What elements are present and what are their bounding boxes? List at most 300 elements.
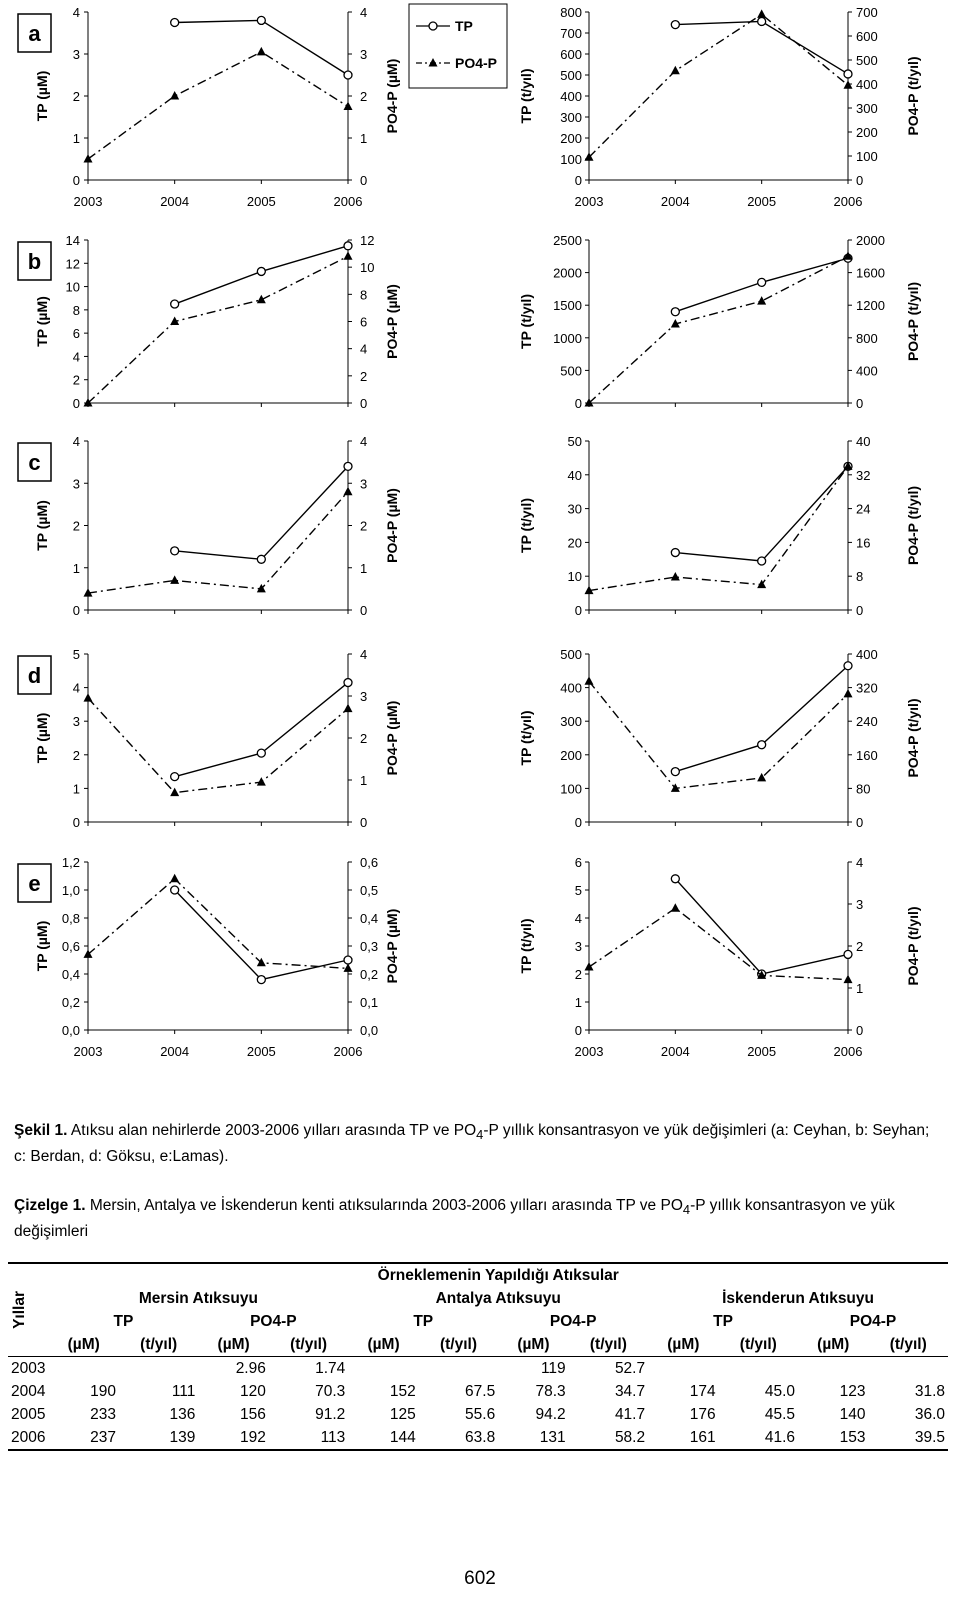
legend-tp-label: TP bbox=[455, 18, 473, 34]
po4-point bbox=[170, 91, 179, 100]
po4-point bbox=[844, 975, 853, 984]
table-cell bbox=[419, 1357, 498, 1381]
table-cell bbox=[798, 1357, 868, 1381]
table-cell: 237 bbox=[90, 1428, 116, 1446]
table-cell: 36.0 bbox=[914, 1405, 945, 1423]
x-tick-label: 2006 bbox=[833, 194, 863, 209]
y-tick-label: 160 bbox=[856, 747, 878, 763]
y-tick-label: 0 bbox=[72, 173, 80, 188]
unit-header: (t/yıl) bbox=[889, 1335, 927, 1353]
po4-point bbox=[84, 693, 93, 702]
po4-point bbox=[844, 689, 853, 698]
tp-point bbox=[257, 976, 265, 984]
tp-point bbox=[171, 886, 179, 894]
table-row bbox=[8, 1357, 948, 1381]
y-tick-label: 240 bbox=[856, 714, 878, 730]
tp-point bbox=[671, 21, 679, 29]
left-axis-title: TP (µM) bbox=[34, 500, 50, 551]
y-tick-label: 0 bbox=[360, 396, 368, 411]
tp-series-line bbox=[175, 466, 348, 559]
data-table bbox=[8, 1262, 948, 1451]
y-tick-label: 300 bbox=[856, 101, 878, 116]
table-cell: 41.7 bbox=[614, 1405, 646, 1423]
y-tick-label: 0,3 bbox=[360, 939, 379, 954]
y-tick-label: 1,0 bbox=[61, 883, 80, 898]
y-tick-label: 0 bbox=[856, 173, 864, 188]
y-tick-label: 1 bbox=[72, 781, 80, 797]
right-axis-title: PO4-P (t/yıl) bbox=[905, 56, 921, 136]
tp-point bbox=[671, 308, 679, 316]
y-tick-label: 2 bbox=[72, 518, 80, 534]
y-tick-label: 0 bbox=[574, 396, 582, 411]
table-cell: 136 bbox=[169, 1405, 196, 1423]
po4-series-line bbox=[88, 52, 348, 159]
y-tick-label: 30 bbox=[567, 501, 582, 517]
table-caption-lead: Çizelge 1. bbox=[14, 1197, 86, 1214]
y-tick-label: 100 bbox=[560, 152, 582, 167]
y-tick-label: 500 bbox=[560, 68, 582, 83]
table-caption-text: Mersin, Antalya ve İskenderun kenti atıksularında 2003-2006 yılları arasında TP ve PO bbox=[89, 1197, 683, 1214]
po4-point bbox=[84, 949, 93, 958]
y-tick-label: 0 bbox=[574, 173, 582, 188]
y-tick-label: 500 bbox=[560, 363, 582, 379]
y-tick-label: 5 bbox=[574, 883, 582, 898]
tp-point bbox=[171, 773, 179, 781]
y-tick-label: 200 bbox=[560, 747, 582, 763]
x-tick-label: 2004 bbox=[160, 194, 190, 209]
table-cell: 78.3 bbox=[535, 1382, 566, 1400]
table-cell: 58.2 bbox=[614, 1428, 646, 1446]
unit-header: (t/yıl) bbox=[739, 1335, 777, 1353]
y-tick-label: 400 bbox=[856, 647, 878, 662]
po4-series-line bbox=[589, 466, 848, 590]
table-cell: 123 bbox=[839, 1382, 866, 1400]
po4-series-line bbox=[88, 256, 348, 403]
y-tick-label: 1000 bbox=[553, 330, 582, 346]
y-tick-label: 800 bbox=[856, 330, 878, 346]
y-tick-label: 0 bbox=[360, 815, 368, 830]
y-tick-label: 0 bbox=[856, 603, 864, 618]
unit-header: (µM) bbox=[817, 1335, 850, 1353]
y-tick-label: 500 bbox=[856, 53, 878, 68]
y-tick-label: 0 bbox=[574, 815, 582, 830]
y-tick-label: 10 bbox=[567, 569, 582, 585]
table-1 bbox=[8, 1262, 948, 1451]
y-tick-label: 0,4 bbox=[360, 911, 379, 926]
figure-caption-sub: 4 bbox=[476, 1127, 484, 1143]
y-tick-label: 2500 bbox=[553, 233, 582, 248]
y-tick-label: 0 bbox=[72, 603, 80, 618]
table-cell: 52.7 bbox=[569, 1357, 648, 1381]
left-axis-title: TP (µM) bbox=[34, 70, 50, 122]
left-axis-title: TP (µM) bbox=[34, 296, 50, 347]
y-tick-label: 0 bbox=[72, 815, 80, 830]
table-cell: 120 bbox=[239, 1382, 266, 1400]
y-tick-label: 700 bbox=[856, 5, 878, 20]
x-tick-label: 2004 bbox=[660, 194, 690, 209]
y-tick-label: 4 bbox=[72, 5, 80, 20]
right-axis-title: PO4-P (µM) bbox=[384, 908, 400, 984]
unit-header: (t/yıl) bbox=[439, 1335, 477, 1353]
site-header-iskenderun: İskenderun Atıksuyu bbox=[722, 1289, 874, 1307]
right-axis-title: PO4-P (µM) bbox=[384, 58, 400, 134]
right-axis-title: PO4-P (µM) bbox=[384, 488, 400, 563]
table-row bbox=[8, 1380, 948, 1403]
y-tick-label: 3 bbox=[856, 897, 864, 912]
y-tick-label: 0 bbox=[360, 603, 368, 618]
param-header: PO4-P bbox=[250, 1312, 297, 1330]
figure-caption-text: Atıksu alan nehirlerde 2003-2006 yılları arasında TP ve PO bbox=[70, 1122, 477, 1139]
table-cell: 131 bbox=[539, 1428, 566, 1446]
y-tick-label: 8 bbox=[856, 569, 864, 585]
table-cell: 140 bbox=[839, 1405, 866, 1423]
x-tick-label: 2005 bbox=[246, 1044, 276, 1059]
y-tick-label: 400 bbox=[560, 89, 582, 104]
unit-header: (µM) bbox=[667, 1335, 700, 1353]
table-cell: 176 bbox=[689, 1405, 716, 1423]
y-tick-label: 6 bbox=[72, 326, 80, 342]
panel-letter: d bbox=[27, 663, 42, 688]
y-tick-label: 0,8 bbox=[61, 911, 80, 926]
po4-series-line bbox=[589, 14, 848, 157]
y-tick-label: 3 bbox=[72, 47, 80, 62]
po4-series-line bbox=[589, 908, 848, 979]
y-tick-label: 100 bbox=[560, 781, 582, 797]
y-tick-label: 4 bbox=[360, 434, 368, 449]
y-tick-label: 0 bbox=[360, 173, 368, 188]
table-row bbox=[8, 1403, 948, 1426]
years-header: Yıllar bbox=[11, 1291, 28, 1329]
page-number: 602 bbox=[464, 1568, 496, 1589]
site-header-antalya: Antalya Atıksuyu bbox=[435, 1289, 561, 1307]
y-tick-label: 1 bbox=[574, 995, 582, 1010]
unit-header: (µM) bbox=[517, 1335, 550, 1353]
x-tick-label: 2006 bbox=[833, 1044, 863, 1059]
table-body bbox=[8, 1357, 948, 1451]
y-tick-label: 100 bbox=[856, 149, 878, 164]
y-tick-label: 0,5 bbox=[360, 883, 379, 898]
x-tick-label: 2006 bbox=[333, 1044, 363, 1059]
tp-point bbox=[758, 17, 766, 25]
unit-header: (t/yıl) bbox=[140, 1335, 178, 1353]
po4-series-line bbox=[88, 879, 348, 969]
tp-point bbox=[844, 70, 852, 78]
y-tick-label: 400 bbox=[856, 363, 878, 379]
po4-point bbox=[84, 154, 93, 163]
y-tick-label: 0,6 bbox=[61, 939, 80, 954]
y-tick-label: 400 bbox=[560, 680, 582, 696]
year-cell: 2003 bbox=[8, 1357, 48, 1381]
y-tick-label: 0 bbox=[574, 603, 582, 618]
po4-point bbox=[344, 963, 353, 972]
y-tick-label: 1 bbox=[72, 131, 80, 146]
tp-point bbox=[758, 278, 766, 286]
unit-header: (µM) bbox=[367, 1335, 400, 1353]
tp-point bbox=[171, 19, 179, 27]
y-tick-label: 10 bbox=[65, 279, 80, 295]
y-tick-label: 4 bbox=[360, 5, 368, 20]
y-tick-label: 3 bbox=[360, 476, 368, 492]
y-tick-label: 3 bbox=[574, 939, 582, 954]
x-tick-label: 2003 bbox=[73, 1044, 103, 1059]
figure-caption-tail: -P yıllık konsantrasyon ve yük değişimleri (a: Ceyhan, b: Seyhan; c: Berdan, d: Göksu, e:Lamas). bbox=[14, 1122, 930, 1166]
po4-point bbox=[671, 66, 680, 75]
left-axis-title: TP (t/yıl) bbox=[518, 294, 534, 349]
tp-point bbox=[344, 71, 352, 79]
po4-point bbox=[671, 572, 680, 581]
table-cell bbox=[868, 1357, 948, 1381]
y-tick-label: 600 bbox=[856, 29, 878, 44]
y-tick-label: 2 bbox=[574, 967, 582, 982]
param-header: TP bbox=[713, 1312, 733, 1330]
x-tick-label: 2005 bbox=[747, 1044, 777, 1059]
y-tick-label: 4 bbox=[360, 341, 368, 357]
tp-point bbox=[671, 549, 679, 557]
legend-tp-marker bbox=[429, 22, 437, 30]
y-tick-label: 2000 bbox=[856, 233, 885, 248]
left-axis-title: TP (t/yıl) bbox=[518, 68, 534, 124]
table-cell: 70.3 bbox=[315, 1382, 346, 1400]
y-tick-label: 2000 bbox=[553, 265, 582, 281]
y-tick-label: 1 bbox=[72, 560, 80, 576]
y-tick-label: 0,2 bbox=[360, 967, 379, 982]
right-axis-title: PO4-P (t/yıl) bbox=[905, 485, 921, 566]
figure-caption bbox=[14, 1120, 944, 1168]
table-cell: 113 bbox=[320, 1428, 346, 1446]
table-cell: 45.0 bbox=[764, 1382, 796, 1400]
table-row bbox=[8, 1426, 948, 1450]
year-cell: 2004 bbox=[11, 1382, 46, 1400]
x-tick-label: 2005 bbox=[747, 194, 777, 209]
year-cell: 2006 bbox=[11, 1428, 46, 1446]
y-tick-label: 4 bbox=[72, 434, 80, 449]
table-cell: 31.8 bbox=[914, 1382, 945, 1400]
table-cell bbox=[719, 1357, 798, 1381]
y-tick-label: 10 bbox=[360, 260, 375, 276]
table-cell: 94.2 bbox=[535, 1405, 566, 1423]
table-cell: 1.74 bbox=[269, 1357, 348, 1381]
po4-point bbox=[257, 295, 266, 304]
po4-point bbox=[344, 102, 353, 111]
y-tick-label: 200 bbox=[856, 125, 878, 140]
y-tick-label: 24 bbox=[856, 501, 871, 517]
y-tick-label: 1,2 bbox=[61, 855, 80, 870]
panel-letter: b bbox=[27, 249, 42, 274]
param-header: TP bbox=[113, 1312, 134, 1330]
po4-point bbox=[585, 962, 594, 971]
tp-series-line bbox=[175, 683, 348, 777]
y-tick-label: 2 bbox=[72, 89, 80, 104]
po4-point bbox=[757, 296, 766, 305]
y-tick-label: 300 bbox=[560, 110, 582, 125]
y-tick-label: 2 bbox=[360, 89, 368, 104]
po4-point bbox=[257, 777, 266, 786]
y-tick-label: 0 bbox=[72, 396, 80, 411]
po4-point bbox=[257, 47, 266, 56]
panel-letter: c bbox=[28, 450, 41, 475]
y-tick-label: 6 bbox=[574, 855, 582, 870]
tp-point bbox=[344, 956, 352, 964]
tp-point bbox=[671, 875, 679, 883]
y-tick-label: 3 bbox=[360, 47, 368, 62]
right-axis-title: PO4-P (t/yıl) bbox=[905, 281, 921, 362]
unit-header: (µM) bbox=[67, 1335, 100, 1353]
x-tick-label: 2004 bbox=[660, 1044, 690, 1059]
tp-point bbox=[171, 300, 179, 308]
right-axis-title: PO4-P (t/yıl) bbox=[905, 906, 921, 986]
y-tick-label: 0 bbox=[856, 396, 864, 411]
legend-box bbox=[409, 4, 507, 88]
tp-point bbox=[844, 950, 852, 958]
y-tick-label: 32 bbox=[856, 467, 871, 483]
y-tick-label: 0 bbox=[574, 1023, 582, 1038]
tp-point bbox=[344, 679, 352, 687]
y-tick-label: 1500 bbox=[553, 298, 582, 314]
y-tick-label: 16 bbox=[856, 535, 871, 551]
y-tick-label: 80 bbox=[856, 781, 871, 797]
left-axis-title: TP (µM) bbox=[34, 920, 50, 972]
po4-point bbox=[170, 575, 179, 584]
unit-header: (µM) bbox=[217, 1335, 250, 1353]
po4-point bbox=[671, 903, 680, 912]
y-tick-label: 1 bbox=[856, 981, 864, 996]
table-cell bbox=[119, 1357, 198, 1381]
y-tick-label: 2 bbox=[72, 372, 80, 388]
table-cell: 161 bbox=[689, 1428, 716, 1446]
table-cell: 190 bbox=[90, 1382, 116, 1400]
x-tick-label: 2003 bbox=[574, 1044, 604, 1059]
y-tick-label: 1 bbox=[360, 560, 368, 576]
po4-point bbox=[344, 487, 353, 496]
po4-point bbox=[344, 251, 353, 259]
left-axis-title: TP (t/yıl) bbox=[518, 710, 534, 766]
right-axis-title: PO4-P (µM) bbox=[384, 284, 400, 359]
y-tick-label: 2 bbox=[856, 939, 864, 954]
tp-point bbox=[844, 662, 852, 670]
y-tick-label: 200 bbox=[560, 131, 582, 146]
y-tick-label: 800 bbox=[560, 5, 582, 20]
tp-point bbox=[344, 242, 352, 250]
x-tick-label: 2005 bbox=[246, 194, 276, 209]
y-tick-label: 0,6 bbox=[360, 855, 379, 870]
y-tick-label: 3 bbox=[72, 714, 80, 730]
tp-point bbox=[257, 555, 265, 563]
y-tick-label: 14 bbox=[65, 233, 80, 248]
y-tick-label: 40 bbox=[856, 434, 871, 449]
table-cell bbox=[348, 1357, 418, 1381]
y-tick-label: 8 bbox=[360, 287, 368, 303]
x-tick-label: 2006 bbox=[333, 194, 363, 209]
y-tick-label: 40 bbox=[567, 467, 582, 483]
param-header: PO4-P bbox=[549, 1312, 597, 1330]
po4-point bbox=[585, 676, 594, 685]
tp-series-line bbox=[675, 879, 848, 974]
table-cell: 67.5 bbox=[465, 1382, 496, 1400]
unit-header: (t/yıl) bbox=[290, 1335, 328, 1353]
x-tick-label: 2003 bbox=[574, 194, 604, 209]
panel-letter: e bbox=[28, 871, 41, 896]
y-tick-label: 12 bbox=[360, 233, 375, 248]
table-cell: 41.6 bbox=[764, 1428, 796, 1446]
param-header: TP bbox=[413, 1312, 434, 1330]
y-tick-label: 2 bbox=[360, 731, 368, 746]
y-tick-label: 6 bbox=[360, 314, 368, 330]
y-tick-label: 600 bbox=[560, 47, 582, 62]
y-tick-label: 50 bbox=[567, 434, 582, 449]
table-caption-tail: -P yıllık konsantrasyon ve yük değişimleri bbox=[14, 1197, 895, 1241]
table-cell: 152 bbox=[389, 1382, 416, 1400]
y-tick-label: 0 bbox=[856, 1023, 864, 1038]
table-cell: 111 bbox=[171, 1382, 196, 1400]
right-axis-title: PO4-P (µM) bbox=[384, 700, 400, 776]
po4-series-line bbox=[589, 681, 848, 788]
y-tick-label: 1600 bbox=[856, 265, 885, 281]
y-tick-label: 5 bbox=[72, 647, 80, 662]
table-cell: 2.96 bbox=[198, 1357, 268, 1381]
table-cell: 63.8 bbox=[465, 1428, 496, 1446]
y-tick-label: 8 bbox=[72, 302, 80, 318]
po4-point bbox=[170, 874, 179, 883]
y-tick-label: 4 bbox=[72, 680, 80, 696]
tp-series-line bbox=[675, 21, 848, 73]
legend-po4-label: PO4-P bbox=[455, 55, 498, 71]
x-tick-label: 2004 bbox=[160, 1044, 190, 1059]
unit-header: (t/yıl) bbox=[589, 1335, 627, 1353]
x-tick-label: 2003 bbox=[73, 194, 103, 209]
table-cell: 174 bbox=[689, 1382, 716, 1400]
tp-point bbox=[671, 768, 679, 776]
y-tick-label: 0,1 bbox=[360, 995, 379, 1010]
tp-point bbox=[758, 557, 766, 565]
site-header-mersin: Mersin Atıksuyu bbox=[138, 1289, 258, 1307]
table-cell: 192 bbox=[239, 1428, 266, 1446]
y-tick-label: 3 bbox=[72, 476, 80, 492]
tp-point bbox=[257, 749, 265, 757]
tp-point bbox=[257, 16, 265, 24]
param-header: PO4-P bbox=[849, 1312, 897, 1330]
figure-caption-lead: Şekil 1. bbox=[14, 1122, 68, 1139]
po4-point bbox=[344, 704, 353, 713]
y-tick-label: 4 bbox=[72, 349, 80, 365]
y-tick-label: 20 bbox=[567, 535, 582, 551]
table-cell: 39.5 bbox=[914, 1428, 945, 1446]
left-axis-title: TP (µM) bbox=[34, 712, 50, 764]
y-tick-label: 1 bbox=[360, 773, 368, 788]
table-cell: 156 bbox=[239, 1405, 266, 1423]
table-cell: 233 bbox=[90, 1405, 116, 1423]
y-tick-label: 0,0 bbox=[360, 1023, 379, 1038]
table-cell: 153 bbox=[839, 1428, 866, 1446]
tp-point bbox=[344, 462, 352, 470]
y-tick-label: 0,0 bbox=[61, 1023, 80, 1038]
table-cell: 91.2 bbox=[315, 1405, 346, 1423]
left-axis-title: TP (t/yıl) bbox=[518, 918, 534, 974]
y-tick-label: 3 bbox=[360, 689, 368, 704]
table-cell: 125 bbox=[389, 1405, 416, 1423]
tp-point bbox=[758, 741, 766, 749]
panel-letter: a bbox=[28, 21, 41, 46]
table-caption-sub: 4 bbox=[682, 1202, 691, 1218]
y-tick-label: 4 bbox=[856, 855, 864, 870]
po4-point bbox=[170, 788, 179, 797]
table-cell: 119 bbox=[498, 1357, 568, 1381]
po4-series-line bbox=[88, 698, 348, 793]
right-axis-title: PO4-P (t/yıl) bbox=[905, 698, 921, 778]
y-tick-label: 700 bbox=[560, 26, 582, 41]
y-tick-label: 500 bbox=[560, 647, 582, 662]
table-cell bbox=[48, 1357, 118, 1381]
year-cell: 2005 bbox=[11, 1405, 46, 1423]
